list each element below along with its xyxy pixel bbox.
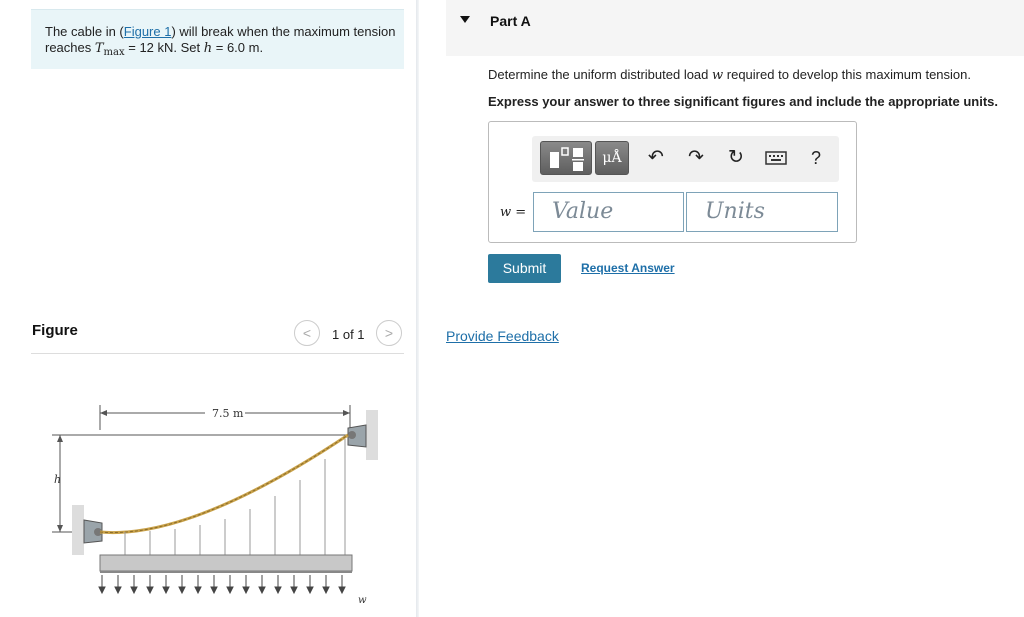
question-variable: w bbox=[712, 68, 724, 83]
provide-feedback-link[interactable]: Provide Feedback bbox=[446, 328, 559, 344]
cable-shade bbox=[100, 435, 348, 533]
right-pin bbox=[348, 431, 356, 439]
problem-text-2: ) will break when the maximum tension reaches bbox=[45, 24, 396, 55]
units-input[interactable]: Units bbox=[686, 192, 838, 232]
question-start: Determine the uniform distributed load bbox=[488, 67, 713, 82]
right-wall bbox=[366, 410, 378, 460]
question-end: required to develop this maximum tension. bbox=[723, 67, 972, 82]
redo-icon[interactable]: ↷ bbox=[688, 147, 704, 168]
answer-box bbox=[488, 121, 857, 243]
left-wall bbox=[72, 505, 84, 555]
help-button[interactable]: ? bbox=[810, 148, 821, 168]
reset-icon[interactable]: ↻ bbox=[728, 147, 744, 168]
h-label: h bbox=[54, 473, 62, 486]
h-symbol: h bbox=[203, 41, 213, 56]
h-arrow-top bbox=[57, 435, 63, 442]
w-label: w bbox=[358, 595, 367, 606]
units-symbols-button[interactable]: μÅ bbox=[595, 141, 629, 175]
request-answer-link[interactable]: Request Answer bbox=[581, 261, 675, 275]
h-arrow-bottom bbox=[57, 525, 63, 532]
templates-button[interactable] bbox=[540, 141, 592, 175]
value-input[interactable]: Value bbox=[533, 192, 684, 232]
span-arrow-right bbox=[343, 410, 350, 416]
right-pane bbox=[419, 0, 1024, 617]
span-label: 7.5 m bbox=[212, 407, 244, 420]
part-header[interactable] bbox=[446, 0, 1024, 56]
templates-icon bbox=[541, 142, 593, 176]
chevron-left-icon: < bbox=[302, 325, 312, 341]
tmax-value: = 12 kN. Set bbox=[124, 40, 204, 55]
deck-shadow bbox=[100, 571, 352, 573]
figure-page-count: 1 of 1 bbox=[332, 327, 365, 342]
figure-link[interactable]: Figure 1 bbox=[123, 24, 172, 39]
left-pane bbox=[0, 0, 418, 617]
tmax-subscript: max bbox=[103, 47, 125, 58]
caret-down-icon[interactable] bbox=[460, 16, 470, 23]
cable bbox=[100, 435, 348, 533]
problem-text-1: The cable in ( bbox=[45, 24, 124, 39]
answer-label: w = bbox=[500, 205, 527, 220]
figure-header bbox=[31, 318, 404, 354]
figure-title: Figure bbox=[32, 322, 78, 339]
previous-figure-button[interactable] bbox=[294, 320, 320, 346]
answer-toolbar bbox=[532, 136, 839, 182]
submit-button[interactable]: Submit bbox=[488, 254, 561, 283]
problem-statement bbox=[31, 9, 404, 69]
question-text bbox=[488, 67, 971, 83]
tmax-symbol: T bbox=[94, 41, 104, 56]
part-title: Part A bbox=[490, 13, 531, 29]
chevron-right-icon: > bbox=[384, 325, 394, 341]
keyboard-icon[interactable] bbox=[762, 144, 790, 172]
span-arrow-left bbox=[100, 410, 107, 416]
deck bbox=[100, 555, 352, 571]
load-arrows bbox=[99, 575, 345, 593]
next-figure-button[interactable] bbox=[376, 320, 402, 346]
cable-figure bbox=[40, 395, 390, 610]
instruction-text: Express your answer to three significant figures and include the appropriate units. bbox=[488, 94, 998, 109]
undo-icon[interactable]: ↶ bbox=[648, 147, 664, 168]
h-value: = 6.0 m. bbox=[212, 40, 264, 55]
